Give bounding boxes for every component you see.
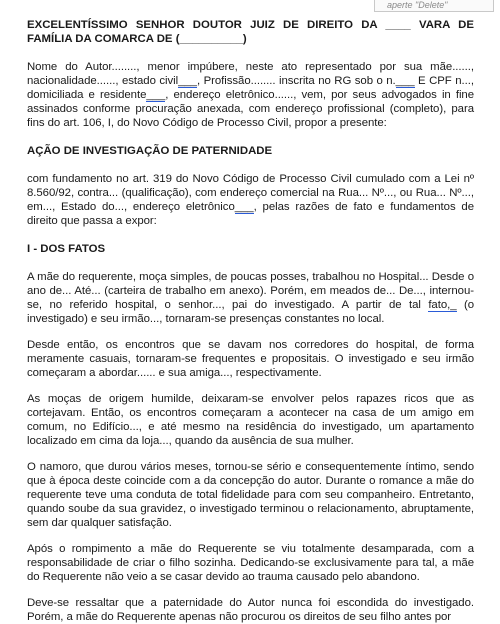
- facts-paragraph-5: Após o rompimento a mãe do Requerente se viu totalmente desamparada, com a responsabilidade de criar o filho sozinha. Dedicando-se exclusivamente para tal, a mãe do Requerente não veio a se casar devido ao trauma causado pelo abandono.: [27, 543, 474, 583]
- facts-paragraph-1: A mãe do requerente, moça simples, de poucas posses, trabalhou no Hospital... Desde o ano de... Até... (carteira de trabalho em anexo). Porém, em meados de... De..., internou-se, no referido hospital, o senhor..., pai do investigado. A partir de tal fato,_ (o investigado) e seu irmão..., tornaram-se presenças constantes no local.: [27, 271, 474, 325]
- intro-paragraph: Nome do Autor........, menor impúbere, neste ato representado por sua mãe......, nacionalidade......, estado civil___, Profissão........ inscrita no RG sob o n.___ E CPF n..., domiciliada e residente___, endereço eletrônico......, vem, por seus advogados in fine assinados conforme procuração anexada, com endereço profissional (completo), para fins do art. 106, I, do Novo Código de Processo Civil, propor a presente:: [27, 61, 474, 129]
- document-title: EXCELENTÍSSIMO SENHOR DOUTOR JUIZ DE DIREITO DA ____ VARA DE FAMÍLIA DA COMARCA DE (__________): [27, 19, 474, 45]
- facts-paragraph-2: Desde então, os encontros que se davam nos corredores do hospital, de forma meramente casuais, tornaram-se frequentes e propositais. O investigado e seu irmão começaram a abordar...... e sua amiga..., respectivamente.: [27, 339, 474, 379]
- facts-paragraph-4: O namoro, que durou vários meses, tornou-se sério e consequentemente íntimo, sendo que à época deste coincide com a da concepção do autor. Durante o romance a mãe do requerente teve uma conduta de total fidelidade para com seu companheiro. Entretanto, quando soube da sua gravidez, o investigado terminou o relacionamento, abruptamente, sem dar qualquer satisfação.: [27, 461, 474, 529]
- section-title-facts: I - DOS FATOS: [27, 243, 106, 255]
- delete-hint-tooltip: aperte "Delete": [374, 0, 494, 12]
- basis-paragraph: com fundamento no art. 319 do Novo Código de Processo Civil cumulado com a Lei nº 8.560/92, contra... (qualificação), com endereço comercial na Rua... Nº..., ou Rua... Nº..., em..., Estado do..., endereço eletrônico___, pelas razões de fato e fundamentos de direito que passa a expor:: [27, 173, 474, 227]
- action-title: AÇÃO DE INVESTIGAÇÃO DE PATERNIDADE: [27, 145, 273, 157]
- fill-field-marker[interactable]: fato,: [428, 299, 451, 311]
- fill-field-marker[interactable]: _: [450, 299, 457, 311]
- fill-field-marker[interactable]: ___: [395, 75, 415, 87]
- fill-field-marker[interactable]: ___: [234, 201, 254, 213]
- facts-paragraph-6: Deve-se ressaltar que a paternidade do Autor nunca foi escondida do investigado. Porém, a mãe do Requerente apenas não procurou os direitos de seu filho antes por: [27, 597, 474, 623]
- document-body: [27, 18, 474, 624]
- fill-field-marker[interactable]: ___: [178, 75, 197, 87]
- facts-paragraph-3: As moças de origem humilde, deixaram-se envolver pelos rapazes ricos que as cortejavam. Então, os encontros começaram a acontecer na casa de um amigo em comum, no Edifício..., e até mesmo na residência do investigado, um apartamento localizado em cima da loja..., quando da ausência de sua mulher.: [27, 393, 474, 447]
- fill-field-marker[interactable]: ___: [146, 89, 166, 101]
